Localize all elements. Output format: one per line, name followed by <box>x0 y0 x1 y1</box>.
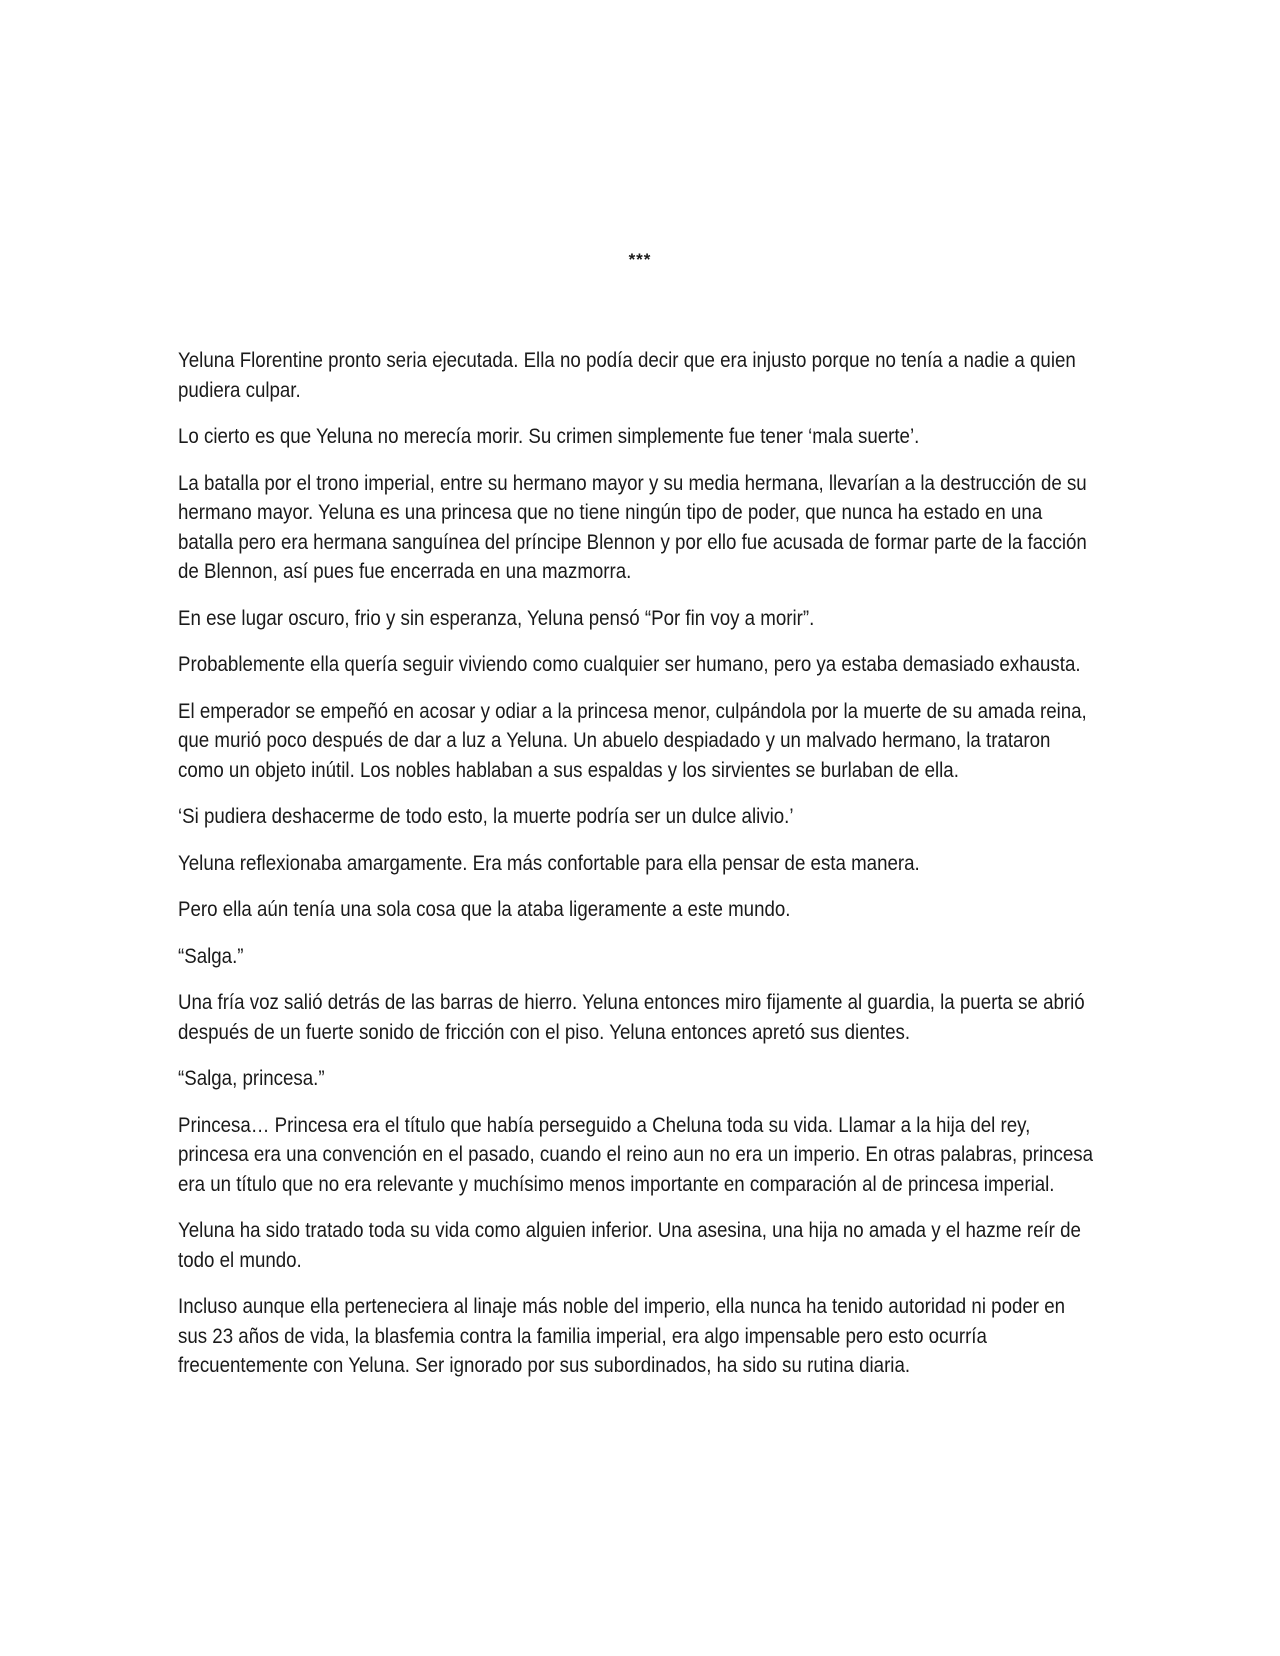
paragraph-12: “Salga, princesa.” <box>178 1066 325 1090</box>
paragraph-14: Yeluna ha sido tratado toda su vida como alguien inferior. Una asesina, una hija no amada y el hazme reír de todo el mundo. <box>178 1218 1081 1272</box>
paragraph-9: Pero ella aún tenía una sola cosa que la ataba ligeramente a este mundo. <box>178 897 791 921</box>
paragraph-8: Yeluna reflexionaba amargamente. Era más confortable para ella pensar de esta manera. <box>178 850 920 875</box>
paragraph-13: Princesa… Princesa era el título que había perseguido a Cheluna toda su vida. Llamar a la hija del rey, princesa era una convención en el pasado, cuando el reino aun no era un imperio. En otras palabras, princesa era un título que no era relevante y muchísimo menos importante en comparación al de princesa imperial. <box>178 1112 1094 1196</box>
paragraph-4: En ese lugar oscuro, frio y sin esperanza, Yeluna pensó “Por fin voy a morir”. <box>178 605 815 630</box>
paragraph-5: Probablemente ella quería seguir viviendo como cualquier ser humano, pero ya estaba demasiado exhausta. <box>178 652 1081 676</box>
paragraph-11: Una fría voz salió detrás de las barras de hierro. Yeluna entonces miro fijamente al guardia, la puerta se abrió después de un fuerte sonido de fricción con el piso. Yeluna entonces apretó sus dientes. <box>178 990 1085 1044</box>
paragraph-7: ‘Si pudiera deshacerme de todo esto, la muerte podría ser un dulce alivio.’ <box>178 804 794 828</box>
body-text <box>178 346 1098 1398</box>
paragraph-10: “Salga.” <box>178 943 244 968</box>
paragraph-6: El emperador se empeñó en acosar y odiar a la princesa menor, culpándola por la muerte de su amada reina, que murió poco después de dar a luz a Yeluna. Un abuelo despiadado y un malvado hermano, la trataron como un objeto inútil. Los nobles hablaban a sus espaldas y los sirvientes se burlaban de ella. <box>178 698 1087 782</box>
paragraph-1: Yeluna Florentine pronto seria ejecutada. Ella no podía decir que era injusto porque no tenía a nadie a quien pudiera culpar. <box>178 348 1076 402</box>
paragraph-3: La batalla por el trono imperial, entre su hermano mayor y su media hermana, llevarían a la destrucción de su hermano mayor. Yeluna es una princesa que no tiene ningún tipo de poder, que nunca ha estado en una batalla pero era hermana sanguínea del príncipe Blennon y por ello fue acusada de formar parte de la facción de Blennon, así pues fue encerrada en una mazmorra. <box>178 470 1087 583</box>
paragraph-2: Lo cierto es que Yeluna no merecía morir. Su crimen simplemente fue tener ‘mala suerte’. <box>178 424 920 448</box>
paragraph-15: Incluso aunque ella perteneciera al linaje más noble del imperio, ella nunca ha tenido autoridad ni poder en sus 23 años de vida, la blasfemia contra la familia imperial, era algo impensable pero esto ocurría frecuentemente con Yeluna. Ser ignorado por sus subordinados, ha sido su rutina diaria. <box>178 1294 1066 1377</box>
section-separator: *** <box>628 250 652 269</box>
